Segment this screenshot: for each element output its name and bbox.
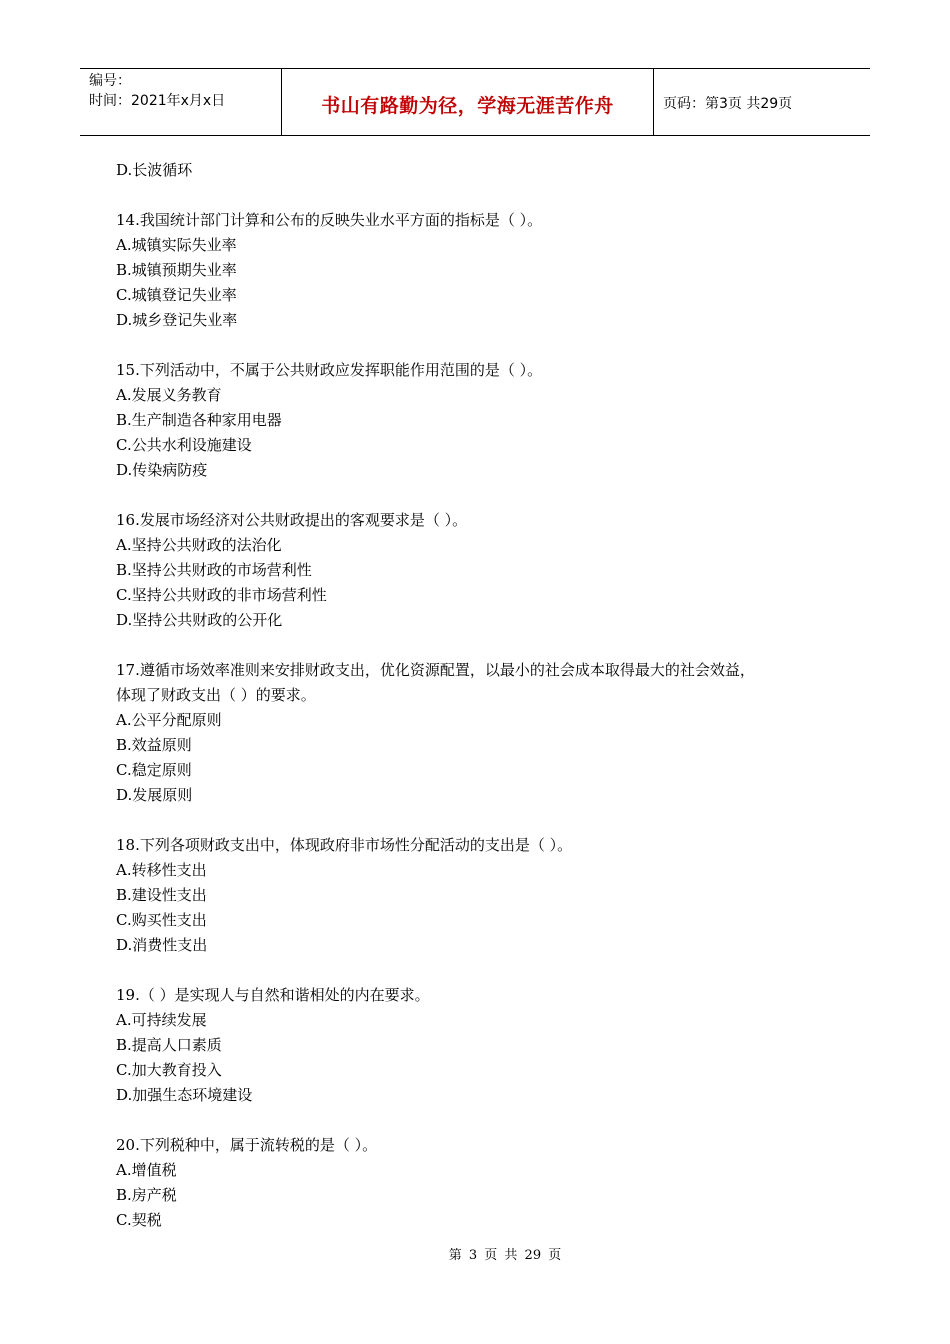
question-14: 14.我国统计部门计算和公布的反映失业水平方面的指标是（ ）。 [116, 211, 543, 229]
blank-line [116, 183, 836, 208]
header-page-number: 页码：第3页 共29页 [663, 96, 793, 112]
option-a: A.坚持公共财政的法治化 [116, 536, 282, 554]
blank-line [116, 1108, 836, 1133]
option-b: B.房产税 [116, 1186, 177, 1204]
option-c: C.坚持公共财政的非市场营利性 [116, 586, 327, 604]
option-a: A.发展义务教育 [116, 386, 222, 404]
option-d: D.坚持公共财政的公开化 [116, 611, 283, 629]
question-19: 19.（ ）是实现人与自然和谐相处的内在要求。 [116, 986, 430, 1004]
option-c: C.城镇登记失业率 [116, 286, 237, 304]
blank-line [116, 958, 836, 983]
option-b: B.城镇预期失业率 [116, 261, 237, 279]
option-a: A.转移性支出 [116, 861, 207, 879]
option-a: A.增值税 [116, 1161, 177, 1179]
question-15: 15.下列活动中，不属于公共财政应发挥职能作用范围的是（ ）。 [116, 361, 543, 379]
page-footer: 第 3 页 共 29 页 [448, 1248, 562, 1263]
option-c: C.加大教育投入 [116, 1061, 222, 1079]
blank-line [116, 808, 836, 833]
text-line: D.长波循环 [116, 161, 193, 179]
page-header [80, 68, 870, 136]
option-c: C.稳定原则 [116, 761, 192, 779]
header-motto: 书山有路勤为径，学海无涯苦作舟 [321, 94, 614, 117]
option-a: A.可持续发展 [116, 1011, 207, 1029]
option-d: D.发展原则 [116, 786, 193, 804]
option-d: D.加强生态环境建设 [116, 1086, 253, 1104]
blank-line [116, 333, 836, 358]
option-c: C.契税 [116, 1211, 162, 1229]
option-d: D.城乡登记失业率 [116, 311, 238, 329]
option-c: C.购买性支出 [116, 911, 207, 929]
option-b: B.建设性支出 [116, 886, 207, 904]
option-b: B.坚持公共财政的市场营利性 [116, 561, 312, 579]
question-16: 16.发展市场经济对公共财政提出的客观要求是（ ）。 [116, 511, 468, 529]
option-a: A.公平分配原则 [116, 711, 222, 729]
question-17: 17.遵循市场效率准则来安排财政支出，优化资源配置，以最小的社会成本取得最大的社会效益， [116, 661, 755, 679]
document-number: 编号： [89, 73, 131, 89]
option-c: C.公共水利设施建设 [116, 436, 252, 454]
question-18: 18.下列各项财政支出中，体现政府非市场性分配活动的支出是（ ）。 [116, 836, 573, 854]
question-20: 20.下列税种中，属于流转税的是（ ）。 [116, 1136, 378, 1154]
document-body [116, 158, 836, 1233]
option-b: B.效益原则 [116, 736, 192, 754]
option-d: D.传染病防疫 [116, 461, 208, 479]
blank-line [116, 483, 836, 508]
document-time: 时间：2021年x月x日 [89, 93, 226, 109]
option-b: B.生产制造各种家用电器 [116, 411, 282, 429]
blank-line [116, 633, 836, 658]
header-meta [80, 69, 282, 135]
option-d: D.消费性支出 [116, 936, 208, 954]
option-a: A.城镇实际失业率 [116, 236, 237, 254]
question-17-continued: 体现了财政支出（ ）的要求。 [116, 686, 316, 704]
header-motto-cell [282, 69, 654, 135]
option-b: B.提高人口素质 [116, 1036, 222, 1054]
